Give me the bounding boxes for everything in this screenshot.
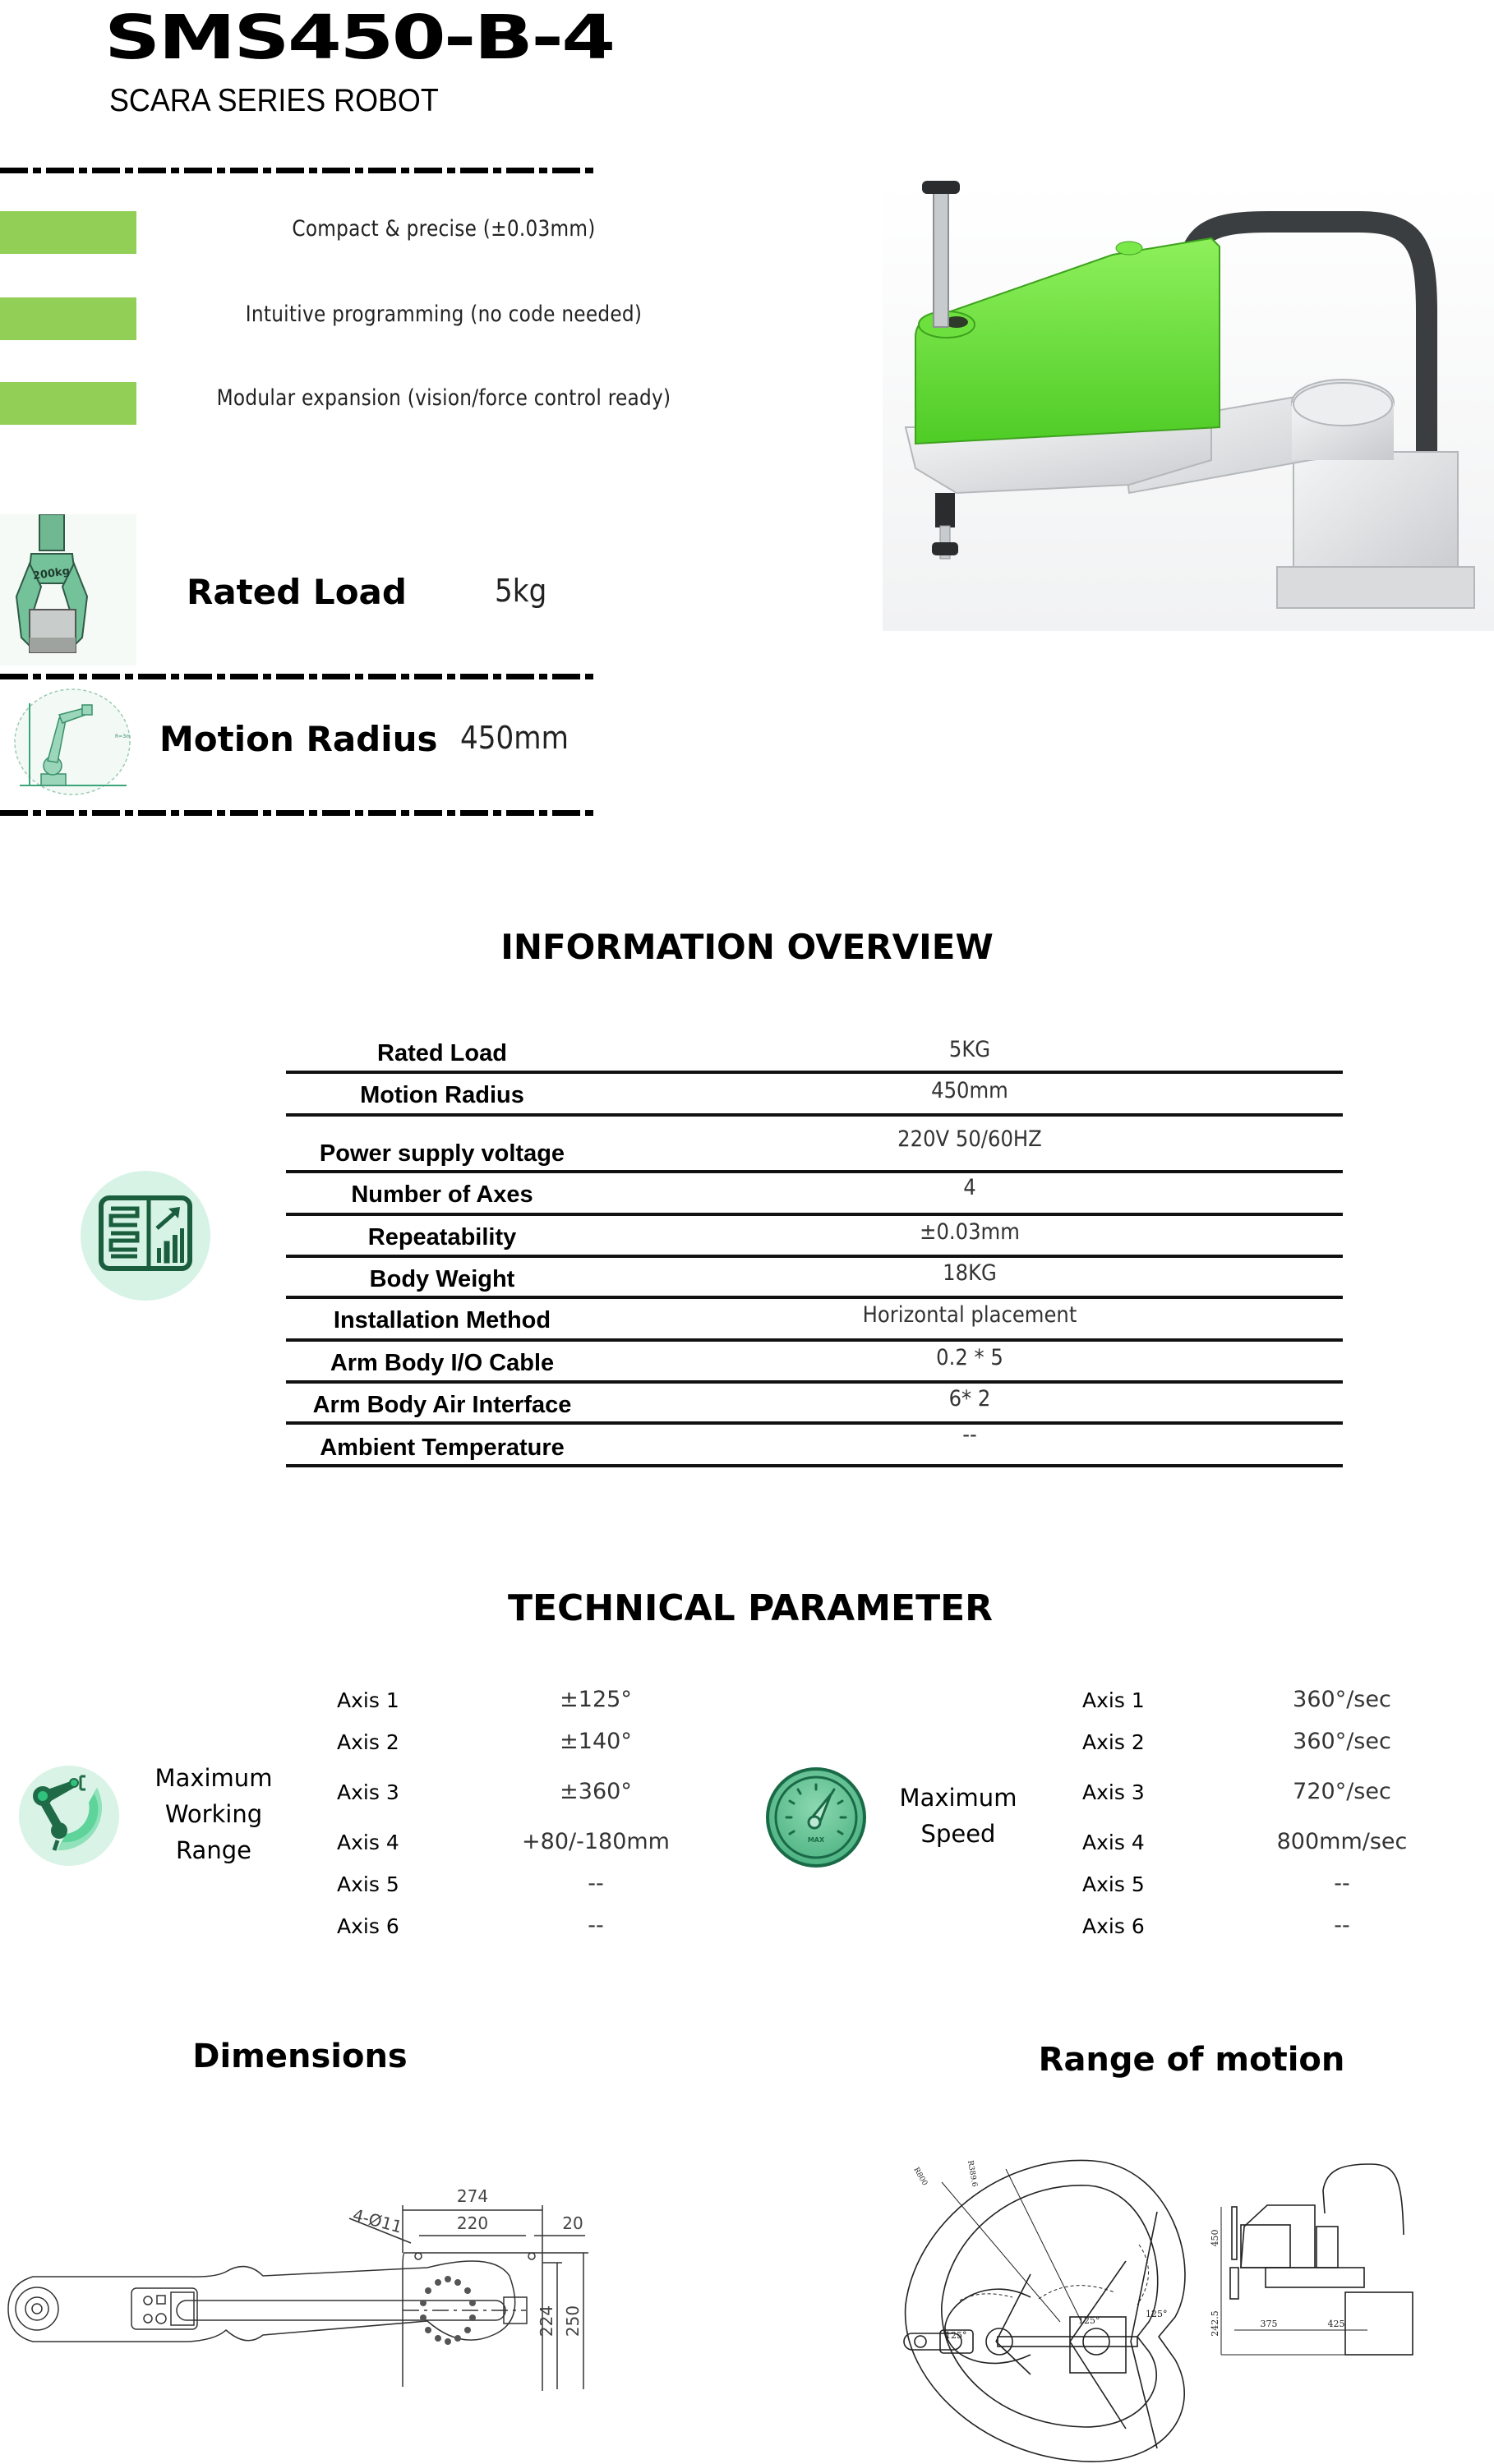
inner-radius-label: R389.6 bbox=[966, 2159, 979, 2188]
robot-product-image bbox=[883, 181, 1494, 631]
axis-label: Axis 5 bbox=[1082, 1872, 1145, 1896]
info-overview-title: INFORMATION OVERVIEW bbox=[500, 927, 994, 967]
gripper-icon-label: 200kg bbox=[32, 564, 71, 583]
max-speed-label-line: Maximum bbox=[899, 1784, 1017, 1812]
radius-icon-label: R=3m bbox=[115, 734, 131, 739]
info-row-label: Repeatability bbox=[367, 1224, 517, 1250]
range-of-motion-drawing bbox=[899, 2136, 1494, 2464]
axis-value: -- bbox=[1334, 1913, 1350, 1938]
working-range-label-line: Working bbox=[164, 1800, 263, 1828]
robot-arm-range-icon bbox=[18, 1765, 120, 1867]
dim-holes: 4-Ø11 bbox=[350, 2204, 404, 2237]
info-row-label: Motion Radius bbox=[360, 1082, 524, 1108]
info-row-divider bbox=[286, 1464, 1343, 1467]
feature-text: Modular expansion (vision/force control ready) bbox=[216, 385, 671, 411]
info-row-value: 6* 2 bbox=[948, 1386, 991, 1412]
dim-edge-offset: 20 bbox=[562, 2213, 583, 2233]
feature-bar bbox=[0, 297, 136, 340]
axis-label: Axis 2 bbox=[1082, 1730, 1145, 1754]
rated-load-label: Rated Load bbox=[187, 572, 407, 612]
max-speed-label bbox=[868, 1780, 1049, 1852]
angle-label-a: 125° bbox=[945, 2330, 967, 2341]
info-row-label: Ambient Temperature bbox=[320, 1435, 565, 1461]
info-row-divider bbox=[286, 1296, 1343, 1299]
info-row-divider bbox=[286, 1170, 1343, 1173]
feature-text: Intuitive programming (no code needed) bbox=[245, 302, 643, 327]
series-subtitle: SCARA SERIES ROBOT bbox=[109, 83, 439, 118]
info-row-label: Number of Axes bbox=[351, 1181, 533, 1208]
feature-bar bbox=[0, 211, 136, 254]
rated-load-value: 5kg bbox=[495, 573, 547, 609]
axis-value: ±125° bbox=[560, 1687, 632, 1712]
info-row-value: Horizontal placement bbox=[862, 1302, 1077, 1328]
model-title: SMS450-B-4 bbox=[104, 2, 614, 73]
range-of-motion-title: Range of motion bbox=[1038, 2041, 1345, 2079]
axis-label: Axis 6 bbox=[337, 1914, 399, 1938]
info-row-label: Arm Body I/O Cable bbox=[330, 1350, 555, 1376]
dim-hole-spacing: 220 bbox=[456, 2213, 489, 2233]
info-row-label: Arm Body Air Interface bbox=[312, 1392, 572, 1418]
axis-value: -- bbox=[1334, 1871, 1350, 1896]
info-row-value: 18KG bbox=[943, 1260, 997, 1286]
info-row-divider bbox=[286, 1255, 1343, 1258]
angle-label-c: 125° bbox=[1146, 2309, 1168, 2319]
dashed-divider bbox=[0, 168, 597, 173]
axis-label: Axis 1 bbox=[337, 1688, 399, 1712]
side-stroke-label: 242.5 bbox=[1210, 2310, 1220, 2337]
working-range-label-line: Maximum bbox=[154, 1764, 273, 1792]
side-height-label: 450 bbox=[1210, 2229, 1220, 2247]
info-row-label: Rated Load bbox=[377, 1040, 507, 1066]
axis-label: Axis 4 bbox=[1082, 1831, 1145, 1854]
outer-radius-label: R800 bbox=[911, 2166, 929, 2188]
axis-value: -- bbox=[588, 1871, 604, 1896]
axis-label: Axis 6 bbox=[1082, 1914, 1145, 1938]
info-row-value: -- bbox=[962, 1422, 977, 1448]
axis-value: ±360° bbox=[560, 1779, 632, 1804]
feature-bar bbox=[0, 382, 136, 425]
dimensions-drawing bbox=[0, 2177, 625, 2391]
motion-radius-value: 450mm bbox=[460, 720, 569, 756]
dashed-divider bbox=[0, 674, 597, 679]
info-row-label: Body Weight bbox=[369, 1266, 515, 1292]
angle-label-b: 125° bbox=[1078, 2315, 1100, 2326]
axis-value: 720°/sec bbox=[1293, 1779, 1391, 1804]
info-row-divider bbox=[286, 1213, 1343, 1216]
info-row-value: 5KG bbox=[948, 1037, 991, 1062]
axis-label: Axis 2 bbox=[337, 1730, 399, 1754]
robot-arm-radius-icon bbox=[12, 687, 133, 797]
axis-label: Axis 3 bbox=[337, 1780, 399, 1804]
axis-value: ±140° bbox=[560, 1729, 632, 1754]
axis-label: Axis 1 bbox=[1082, 1688, 1145, 1712]
axis-value: +80/-180mm bbox=[522, 1829, 670, 1854]
working-range-label bbox=[123, 1760, 304, 1868]
arm1-length-label: 375 bbox=[1260, 2319, 1278, 2329]
info-row-divider bbox=[286, 1113, 1343, 1117]
max-speed-label-line: Speed bbox=[920, 1820, 996, 1848]
working-range-label-line: Range bbox=[176, 1836, 251, 1864]
dim-outer-height: 250 bbox=[563, 2305, 583, 2337]
technical-parameter-title: TECHNICAL PARAMETER bbox=[507, 1587, 994, 1629]
arm2-length-label: 425 bbox=[1327, 2319, 1345, 2329]
speedometer-label: MAX bbox=[807, 1836, 825, 1844]
info-row-value: 220V 50/60HZ bbox=[897, 1126, 1042, 1152]
info-row-label: Power supply voltage bbox=[319, 1140, 565, 1167]
info-row-value: 4 bbox=[963, 1175, 976, 1200]
report-chart-icon bbox=[80, 1171, 211, 1301]
dim-inner-height: 224 bbox=[537, 2305, 556, 2337]
info-row-value: 0.2 * 5 bbox=[936, 1345, 1003, 1370]
axis-value: 360°/sec bbox=[1293, 1729, 1391, 1754]
axis-value: 360°/sec bbox=[1293, 1687, 1391, 1712]
axis-label: Axis 3 bbox=[1082, 1780, 1145, 1804]
axis-value: -- bbox=[588, 1913, 604, 1938]
axis-label: Axis 5 bbox=[337, 1872, 399, 1896]
info-row-value: ±0.03mm bbox=[920, 1219, 1020, 1245]
gripper-icon bbox=[0, 514, 136, 666]
info-row-divider bbox=[286, 1380, 1343, 1384]
axis-value: 800mm/sec bbox=[1276, 1829, 1408, 1854]
speedometer-icon bbox=[765, 1766, 867, 1868]
info-row-divider bbox=[286, 1338, 1343, 1342]
feature-text: Compact & precise (±0.03mm) bbox=[292, 216, 596, 242]
info-row-value: 450mm bbox=[931, 1078, 1008, 1103]
info-row-divider bbox=[286, 1071, 1343, 1074]
info-row-label: Installation Method bbox=[333, 1307, 551, 1333]
dim-overall-width: 274 bbox=[456, 2186, 489, 2206]
dimensions-title: Dimensions bbox=[192, 2038, 408, 2075]
motion-radius-label: Motion Radius bbox=[159, 719, 438, 759]
axis-label: Axis 4 bbox=[337, 1831, 399, 1854]
dashed-divider bbox=[0, 810, 597, 816]
